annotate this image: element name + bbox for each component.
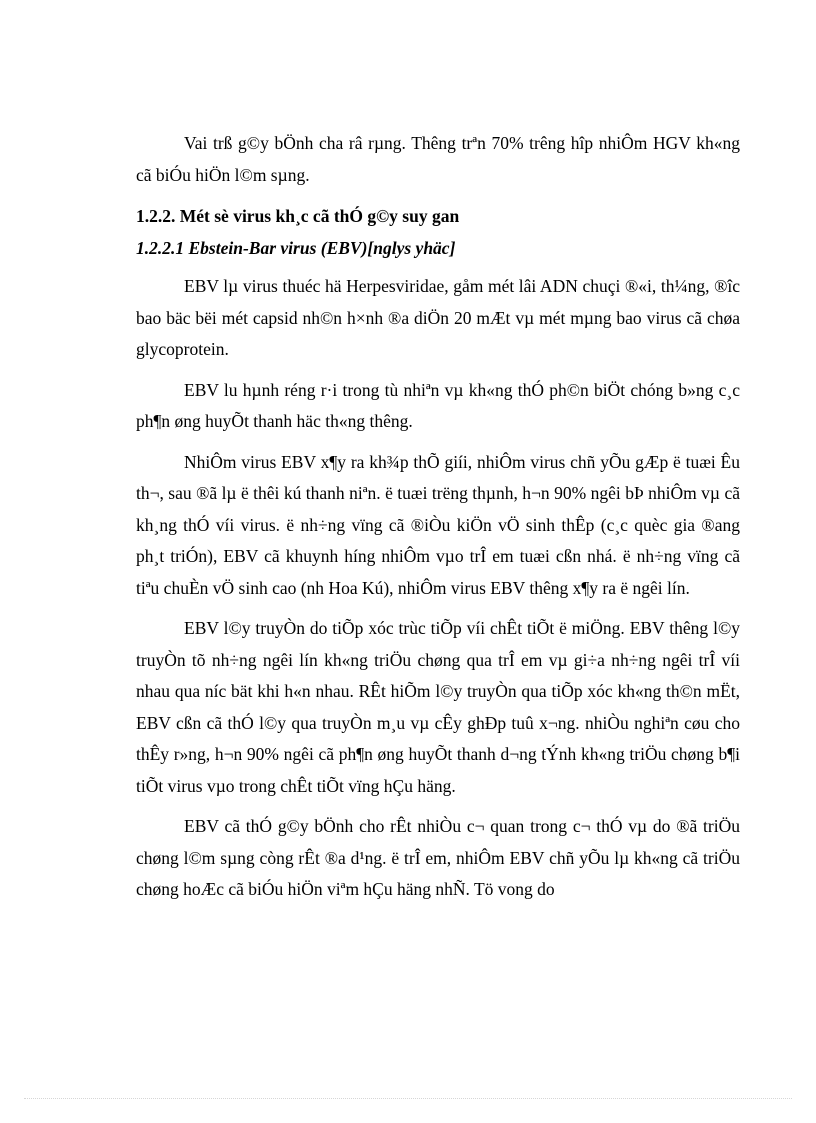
section-heading: 1.2.2. Mét sè virus kh¸c cã thÓ g©y suy gan xyxy=(136,206,460,226)
paragraph-ebv-structure: EBV lµ virus thuéc hä Herpesviridae, gåm mét lâi ADN chuçi ®«i, th¼ng, ®îc bao bäc bëi mét capsid nh©n h×nh ®a diÖn 20 mÆt vµ mét mµng bao virus cã chøa glycoprotein. xyxy=(136,276,740,359)
paragraph-ebv-epidemiology: NhiÔm virus EBV x¶y ra kh¾p thÕ giíi, nhiÔm virus chñ yÕu gÆp ë tuæi Êu th¬, sau ®ã lµ ë thêi kú thanh niªn. ë tuæi trëng thµnh, h¬n 90% ngêi bÞ nhiÔm vµ cã kh¸ng thÓ víi virus. ë nh÷ng vïng cã ®iÒu kiÖn vÖ sinh thÊp (c¸c quèc gia ®ang ph¸t triÓn), EBV cã khuynh híng nhiÔm vµo trÎ em tuæi cßn nhá. ë nh÷ng vïng cã tiªu chuÈn vÖ sinh cao (nh Hoa Kú), nhiÔm virus EBV thêng x¶y ra ë ngêi lín. xyxy=(136,451,740,598)
paragraph-ebv-disease: EBV cã thÓ g©y bÖnh cho rÊt nhiÒu c¬ quan trong c¬ thÓ vµ do ®ã triÖu chøng l©m sµng còng rÊt ®a d¹ng. ë trÎ em, nhiÔm EBV chñ yÕu lµ kh«ng cã triÖu chøng hoÆc cã biÓu hiÖn viªm hÇu häng nhÑ. Tö vong do xyxy=(136,816,740,899)
subsection-heading: 1.2.2.1 Ebstein-Bar virus (EBV)[nglys yhäc] xyxy=(136,237,456,258)
paragraph-hgv: Vai trß g©y bÖnh cha râ rµng. Thêng trªn 70% trêng hîp nhiÔm HGV kh«ng cã biÓu hiÖn l©m sµng. xyxy=(136,133,740,185)
page-bottom-divider xyxy=(24,1098,792,1099)
paragraph-ebv-transmission: EBV l©y truyÒn do tiÕp xóc trùc tiÕp víi chÊt tiÕt ë miÖng. EBV thêng l©y truyÒn tõ nh÷ng ngêi lín kh«ng triÖu chøng qua trÎ em vµ gi÷a nh÷ng ngêi trÎ víi nhau qua níc bät khi h«n nhau. RÊt hiÕm l©y truyÒn qua tiÕp xóc kh«ng th©n mËt, EBV cßn cã thÓ l©y qua truyÒn m¸u vµ cÊy ghÐp tuû x¬ng. nhiÒu nghiªn cøu cho thÊy r»ng, h¬n 90% ngêi cã ph¶n øng huyÕt thanh d¬ng tÝnh kh«ng triÖu chøng b¶i tiÕt virus vµo trong chÊt tiÕt vïng hÇu häng. xyxy=(136,618,740,796)
document-page xyxy=(136,128,740,906)
paragraph-ebv-distribution: EBV lu hµnh réng r·i trong tù nhiªn vµ kh«ng thÓ ph©n biÖt chóng b»ng c¸c ph¶n øng huyÕt thanh häc th«ng thêng. xyxy=(136,379,740,431)
